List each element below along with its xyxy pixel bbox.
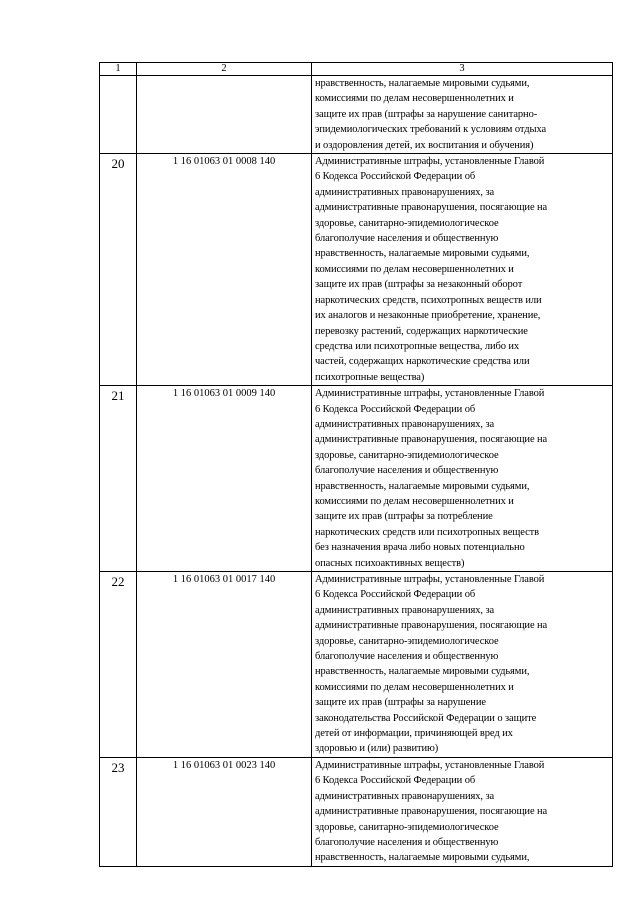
text-line: Административные штрафы, установленные Главой: [315, 574, 545, 585]
text-line: защите их прав (штрафы за нарушение санитарно-: [315, 108, 538, 120]
header-col-2: 2: [137, 63, 312, 76]
text-line: защите их прав (штрафы за нарушение: [315, 697, 486, 709]
text-line: нравственность, налагаемые мировыми судьями,: [315, 480, 530, 492]
text-line: нравственность, налагаемые мировыми судьями,: [315, 666, 530, 678]
text-line: административных правонарушениях, за: [315, 186, 495, 198]
continuation-num-cell: [100, 76, 137, 154]
table-row: [100, 757, 613, 866]
text-line: частей, содержащих наркотические средства или: [315, 356, 530, 368]
text-line: административные правонарушения, посягающие на: [315, 806, 548, 818]
text-line: административных правонарушениях, за: [315, 790, 495, 802]
text-line: средства или психотропные вещества, либо их: [315, 340, 520, 352]
continuation-code-cell: [137, 76, 312, 154]
text-line: защите их прав (штрафы за потребление: [315, 511, 493, 523]
text-line: Административные штрафы, установленные Главой: [315, 156, 545, 168]
row-number: 23: [100, 757, 137, 866]
text-line: нравственность, налагаемые мировыми судьями,: [315, 248, 530, 260]
row-number: 22: [100, 572, 137, 758]
text-line: административные правонарушения, посягающие на: [315, 202, 548, 214]
text-line: благополучие населения и общественную: [315, 651, 499, 663]
budget-classification-code: 1 16 01063 01 0008 140: [137, 154, 312, 386]
table-row: [100, 386, 613, 572]
header-col-1: 1: [100, 63, 137, 76]
text-line: комиссиями по делам несовершеннолетних и: [315, 93, 514, 105]
text-line: здоровье, санитарно-эпидемиологическое: [315, 635, 499, 647]
text-line: благополучие населения и общественную: [315, 233, 499, 245]
text-line: Административные штрафы, установленные Главой: [315, 388, 545, 400]
text-line: 6 Кодекса Российской Федерации об: [315, 589, 476, 601]
text-line: административных правонарушениях, за: [315, 604, 495, 616]
text-line: здоровье, санитарно-эпидемиологическое: [315, 821, 499, 833]
row-number: 21: [100, 386, 137, 572]
text-line: 6 Кодекса Российской Федерации об: [315, 171, 476, 183]
text-line: детей от информации, причиняющей вред их: [315, 728, 513, 740]
text-line: комиссиями по делам несовершеннолетних и: [315, 495, 514, 507]
text-line: здоровье, санитарно-эпидемиологическое: [315, 449, 499, 461]
text-line: защите их прав (штрафы за незаконный оборот: [315, 279, 523, 291]
continuation-row: [100, 76, 613, 154]
text-line: нравственность, налагаемые мировыми судьями,: [315, 78, 530, 89]
text-line: здоровье, санитарно-эпидемиологическое: [315, 217, 499, 229]
text-line: наркотических средств, психотропных веществ или: [315, 294, 542, 306]
revenue-description: [312, 572, 613, 758]
text-line: комиссиями по делам несовершеннолетних и: [315, 681, 514, 693]
revenue-description: [312, 154, 613, 386]
text-line: административные правонарушения, посягающие на: [315, 620, 548, 632]
text-line: психотропные вещества): [315, 371, 425, 383]
table-row: [100, 572, 613, 758]
text-line: благополучие населения и общественную: [315, 836, 499, 848]
text-line: административные правонарушения, посягающие на: [315, 434, 548, 446]
text-line: и оздоровления детей, их воспитания и обучения): [315, 139, 534, 151]
text-line: их аналогов и незаконные приобретение, хранение,: [315, 310, 541, 322]
text-line: благополучие населения и общественную: [315, 465, 499, 477]
header-col-3: 3: [312, 63, 613, 76]
table-row: [100, 154, 613, 386]
budget-classification-code: 1 16 01063 01 0017 140: [137, 572, 312, 758]
text-line: комиссиями по делам несовершеннолетних и: [315, 263, 514, 275]
budget-classification-code: 1 16 01063 01 0023 140: [137, 757, 312, 866]
text-line: 6 Кодекса Российской Федерации об: [315, 775, 476, 787]
text-line: эпидемиологических требований к условиям отдыха: [315, 124, 547, 136]
text-line: перевозку растений, содержащих наркотические: [315, 325, 528, 337]
text-line: нравственность, налагаемые мировыми судьями,: [315, 852, 530, 864]
budget-classification-code: 1 16 01063 01 0009 140: [137, 386, 312, 572]
revenue-description: [312, 757, 613, 866]
text-line: законодательства Российской Федерации о защите: [315, 712, 537, 724]
table-header-row: [100, 63, 613, 76]
text-line: без назначения врача либо новых потенциально: [315, 542, 525, 554]
text-line: наркотических средств или психотропных веществ: [315, 526, 540, 538]
continuation-text-cell: [312, 76, 613, 154]
text-line: здоровью и (или) развитию): [315, 743, 439, 755]
row-number: 20: [100, 154, 137, 386]
text-line: 6 Кодекса Российской Федерации об: [315, 403, 476, 415]
text-line: опасных психоактивных веществ): [315, 557, 465, 569]
text-line: административных правонарушениях, за: [315, 418, 495, 430]
fines-table: [99, 62, 613, 867]
revenue-description: [312, 386, 613, 572]
text-line: Административные штрафы, установленные Главой: [315, 759, 545, 771]
